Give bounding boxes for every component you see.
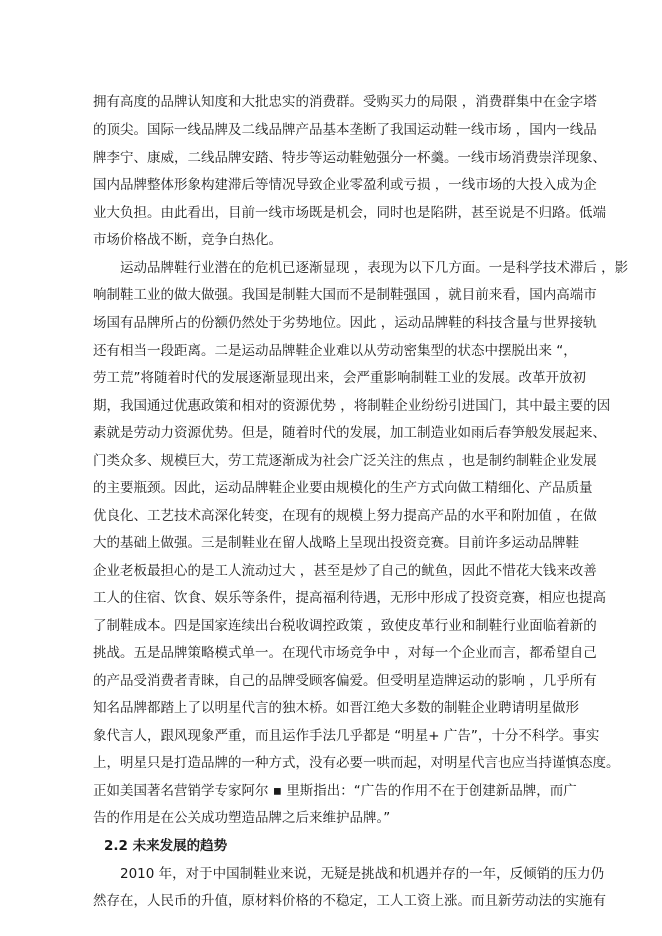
text-line: 上，明星只是打造品牌的一种方式，没有必要一哄而起，对明星代言也应当持谨慎态度。 (93, 755, 620, 771)
text-line: 的主要瓶颈。因此，运动品牌鞋企业要由规模化的生产方式向做工精细化、产品质量 (93, 480, 593, 496)
text-line: 运动品牌鞋行业潜在的危机已逐渐显现 ，表现为以下几方面。一是科学技术滞后 ，影 (120, 260, 629, 276)
text-line: 还有相当一段距离。二是运动品牌鞋企业难以从劳动密集型的状态中摆脱出来 “， (93, 343, 577, 359)
text-line: 素就是劳动力资源优势。但是，随着时代的发展，加工制造业如雨后春笋般发展起来、 (93, 425, 606, 441)
text-line: 工人的住宿、饮食、娱乐等条件，提高福利待遇，无形中形成了投资竞赛，相应也提高 (93, 590, 606, 606)
text-line: 的产品受消费者青睐，自己的品牌受顾客偏爱。但受明星造牌运动的影响 ，几乎所有 (93, 673, 597, 689)
text-line: 牌李宁、康威，二线品牌安踏、特步等运动鞋勉强分一杯羹。一线市场消费崇洋现象、 (93, 150, 606, 166)
text-line: 优良化、工艺技术高深化转变，在现有的规模上努力提高产品的水平和附加值 ，在做 (93, 508, 597, 524)
text-line: 场国有品牌所占的份额仍然处于劣势地位。因此 ，运动品牌鞋的科技含量与世界接轨 (93, 315, 597, 331)
text-line: 响制鞋工业的做大做强。我国是制鞋大国而不是制鞋强国 ，就目前来看，国内高端市 (93, 287, 597, 303)
text-line: 的顶尖。国际一线品牌及二线品牌产品基本垄断了我国运动鞋一线市场 ，国内一线品 (93, 122, 597, 138)
text-line: 正如美国著名营销学专家阿尔 ▪ 里斯指出：“广告的作用不在于创建新品牌，而广 (93, 783, 577, 799)
text-line: 业大负担。由此看出，目前一线市场既是机会，同时也是陷阱，甚至说是不归路。低端 (93, 205, 606, 221)
text-line: 拥有高度的品牌认知度和大批忠实的消费群。受购买力的局限 ，消费群集中在金字塔 (93, 94, 597, 110)
text-line: 劳工荒”将随着时代的发展逐渐显现出来，会严重影响制鞋工业的发展。改革开放初 (93, 370, 586, 386)
text-line: 期，我国通过优惠政策和相对的资源优势 ，将制鞋企业纷纷引进国门，其中最主要的因 (93, 398, 611, 414)
text-line: 2010 年，对于中国制鞋业来说，无疑是挑战和机遇并存的一年，反倾销的压力仍 (120, 866, 605, 882)
section-heading: 2.2 未来发展的趋势 (104, 838, 228, 854)
text-line: 告的作用是在公关成功塑造品牌之后来维护品牌。” (93, 810, 391, 826)
text-line: 象代言人，跟风现象严重，而且运作手法几乎都是 “明星+ 广告”，十分不科学。事实 (93, 728, 600, 744)
text-line: 市场价格战不断，竞争白热化。 (93, 232, 282, 248)
text-line: 企业老板最担心的是工人流动过大 ，甚至是炒了自己的鱿鱼，因此不惜花大钱来改善 (93, 563, 597, 579)
text-line: 知名品牌都踏上了以明星代言的独木桥。如晋江绝大多数的制鞋企业聘请明星做形 (93, 700, 579, 716)
text-line: 门类众多、规模巨大，劳工荒逐渐成为社会广泛关注的焦点 ，也是制约制鞋企业发展 (93, 453, 597, 469)
text-line: 大的基础上做强。三是制鞋业在留人战略上呈现出投资竞赛。目前许多运动品牌鞋 (93, 535, 579, 551)
text-line: 国内品牌整体形象构建滞后等情况导致企业零盈利或亏损 ，一线市场的大投入成为企 (93, 177, 597, 193)
text-line: 了制鞋成本。四是国家连续出台税收调控政策 ，致使皮革行业和制鞋行业面临着新的 (93, 618, 597, 634)
text-line: 然存在，人民币的升值，原材料价格的不稳定，工人工资上涨。而且新劳动法的实施有 (93, 893, 606, 909)
text-line: 挑战。五是品牌策略模式单一。在现代市场竞争中 ，对每一个企业而言，都希望自己 (93, 645, 597, 661)
